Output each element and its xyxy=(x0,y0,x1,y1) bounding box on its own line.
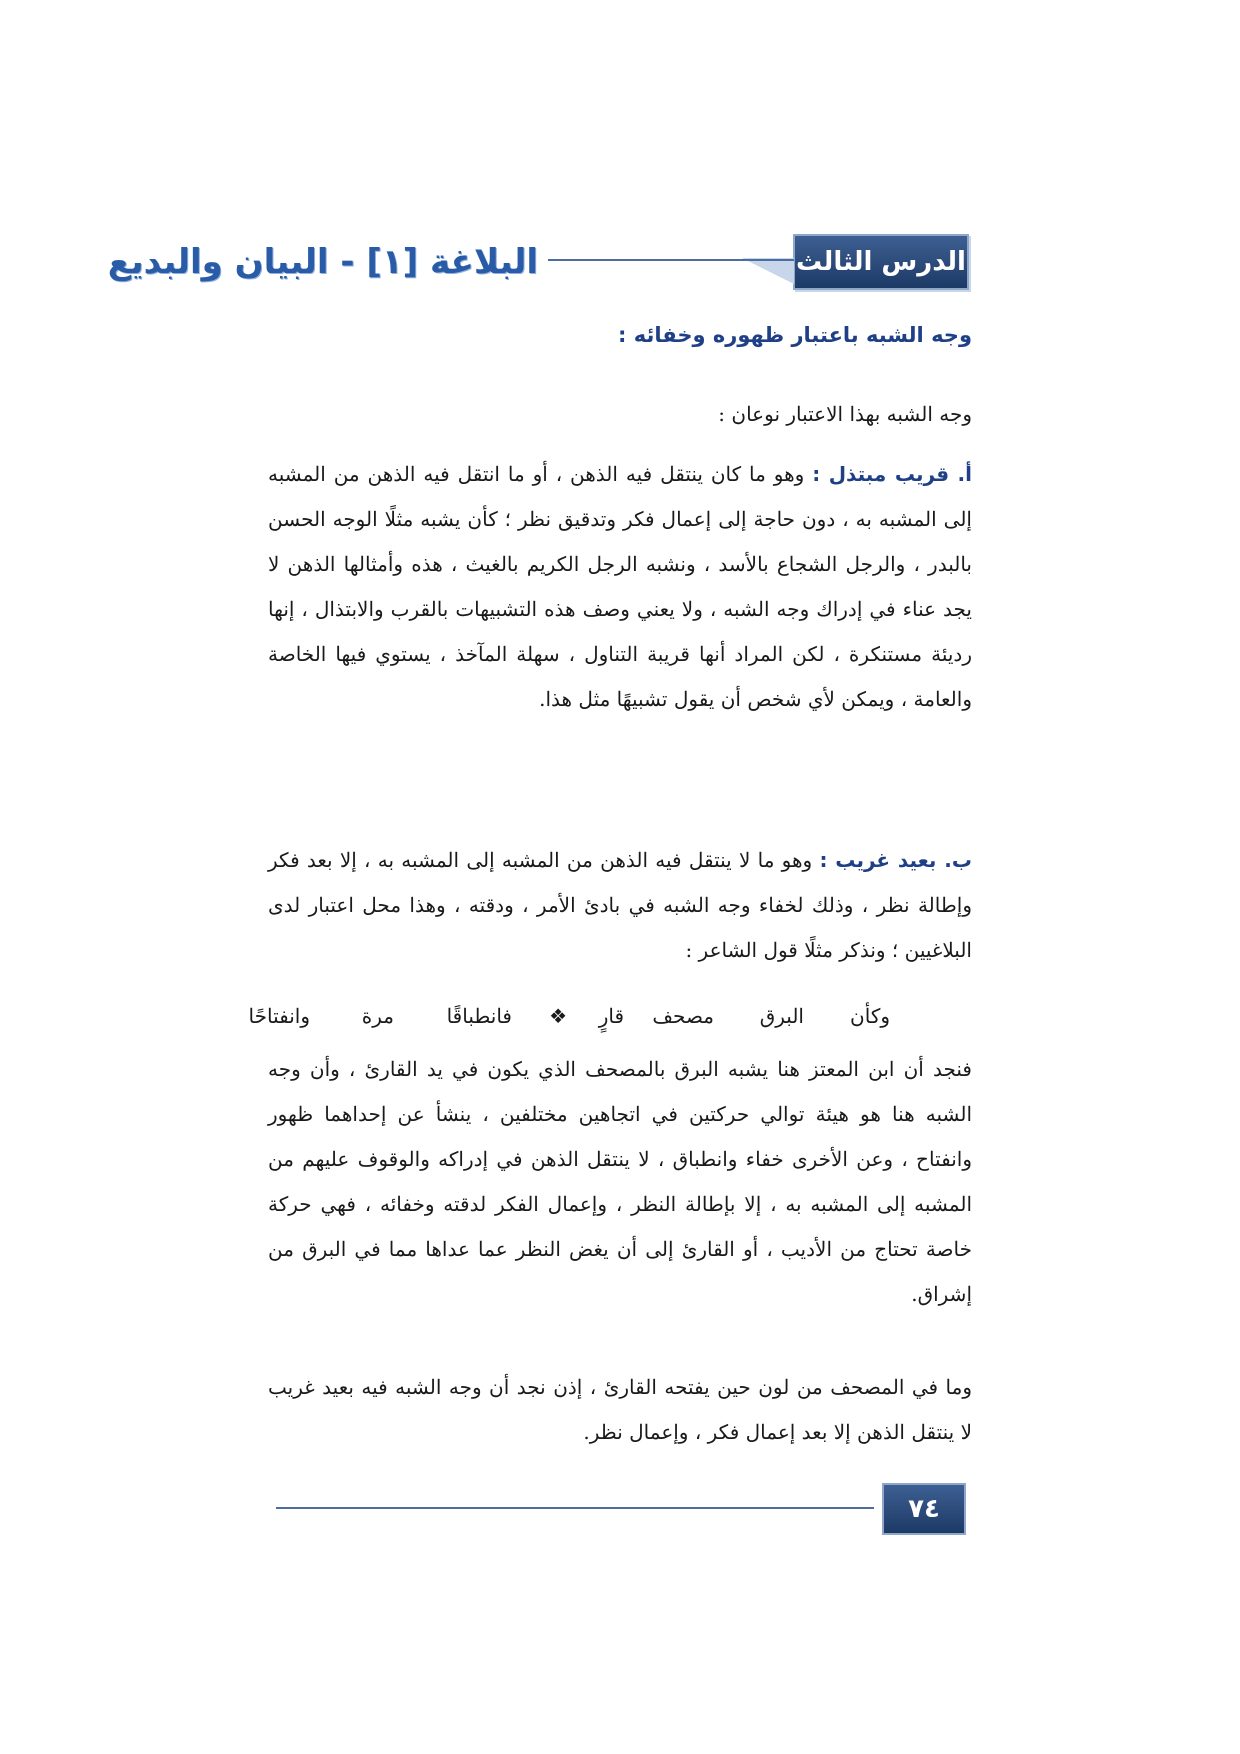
header-rule xyxy=(548,259,794,261)
text-type-a: وهو ما كان ينتقل فيه الذهن ، أو ما انتقل فيه الذهن من المشبه إلى المشبه به ، دون حاجة إلى إعمال فكر وتدقيق نظر ؛ كأن يشبه مثلًا الوجه الحسن بالبدر ، والرجل الشجاع بالأسد ، ونشبه الرجل الكريم بالغيث ، هذه وأمثالها الذهن لا يجد عناء في إدراك وجه الشبه ، ولا يعني وصف هذه التشبيهات بالقرب والابتذال ، إنها رديئة مستنكرة ، لكن المراد أنها قريبة التناول ، سهلة المآخذ ، يستوي فيها الخاصة والعامة ، ويمكن لأي شخص أن يقول تشبيهًا مثل هذا. xyxy=(268,462,972,711)
verse-word: مرة xyxy=(361,1004,394,1028)
verse-word: البرق xyxy=(759,1004,804,1028)
page-number: ٧٤ xyxy=(908,1494,940,1524)
paragraph-type-a xyxy=(268,452,972,722)
verse-word: وكأن xyxy=(850,1004,890,1028)
intro-paragraph: وجه الشبه بهذا الاعتبار نوعان : xyxy=(718,402,972,426)
poetry-verse xyxy=(248,994,972,1039)
verse-word: قارٍ xyxy=(598,1004,624,1028)
footer-rule xyxy=(276,1507,874,1509)
explanation-paragraph: فنجد أن ابن المعتز هنا يشبه البرق بالمصحف الذي يكون في يد القارئ ، وأن وجه الشبه هنا هو هيئة توالي حركتين في اتجاهين مختلفين ، ينشأ عن إحداهما ظهور وانفتاح ، وعن الأخرى خفاء وانطباق ، لا ينتقل الذهن في إدراكه والوقوف عليهم من المشبه إلى المشبه به ، إلا بإطالة النظر ، وإعمال الفكر لدقته وخفائه ، فهي حركة خاصة تحتاج من الأديب ، أو القارئ إلى أن يغض النظر عما عداها مما في البرق من إشراق. xyxy=(268,1057,973,1306)
paragraph-type-b xyxy=(268,838,972,973)
lesson-label-box xyxy=(793,234,969,290)
page-number-box xyxy=(882,1483,966,1535)
book-title: البلاغة [١] - البيان والبديع xyxy=(107,242,538,282)
lesson-label: الدرس الثالث xyxy=(796,247,966,277)
verse-word: وانفتاحًا xyxy=(248,1004,310,1028)
section-heading: وجه الشبه باعتبار ظهوره وخفائه : xyxy=(618,323,972,347)
verse-word: فانطباقًا xyxy=(446,1004,512,1028)
term-type-b: ب. بعيد غريب : xyxy=(819,848,972,872)
header-wedge-decoration xyxy=(742,258,794,284)
text-type-b: وهو ما لا ينتقل فيه الذهن من المشبه إلى المشبه به ، إلا بعد فكر وإطالة نظر ، وذلك لخفاء وجه الشبه في بادئ الأمر ، ودقته ، وهذا محل اعتبار لدى البلاغيين ؛ ونذكر مثلًا قول الشاعر : xyxy=(268,848,972,962)
closing-paragraph: وما في المصحف من لون حين يفتحه القارئ ، إذن نجد أن وجه الشبه فيه بعيد غريب لا ينتقل الذهن إلا بعد إعمال فكر ، وإعمال نظر. xyxy=(268,1375,972,1444)
verse-separator: ❖ xyxy=(549,1004,567,1028)
verse-word: مصحف xyxy=(652,1004,714,1028)
term-type-a: أ. قريب مبتذل : xyxy=(812,462,972,486)
